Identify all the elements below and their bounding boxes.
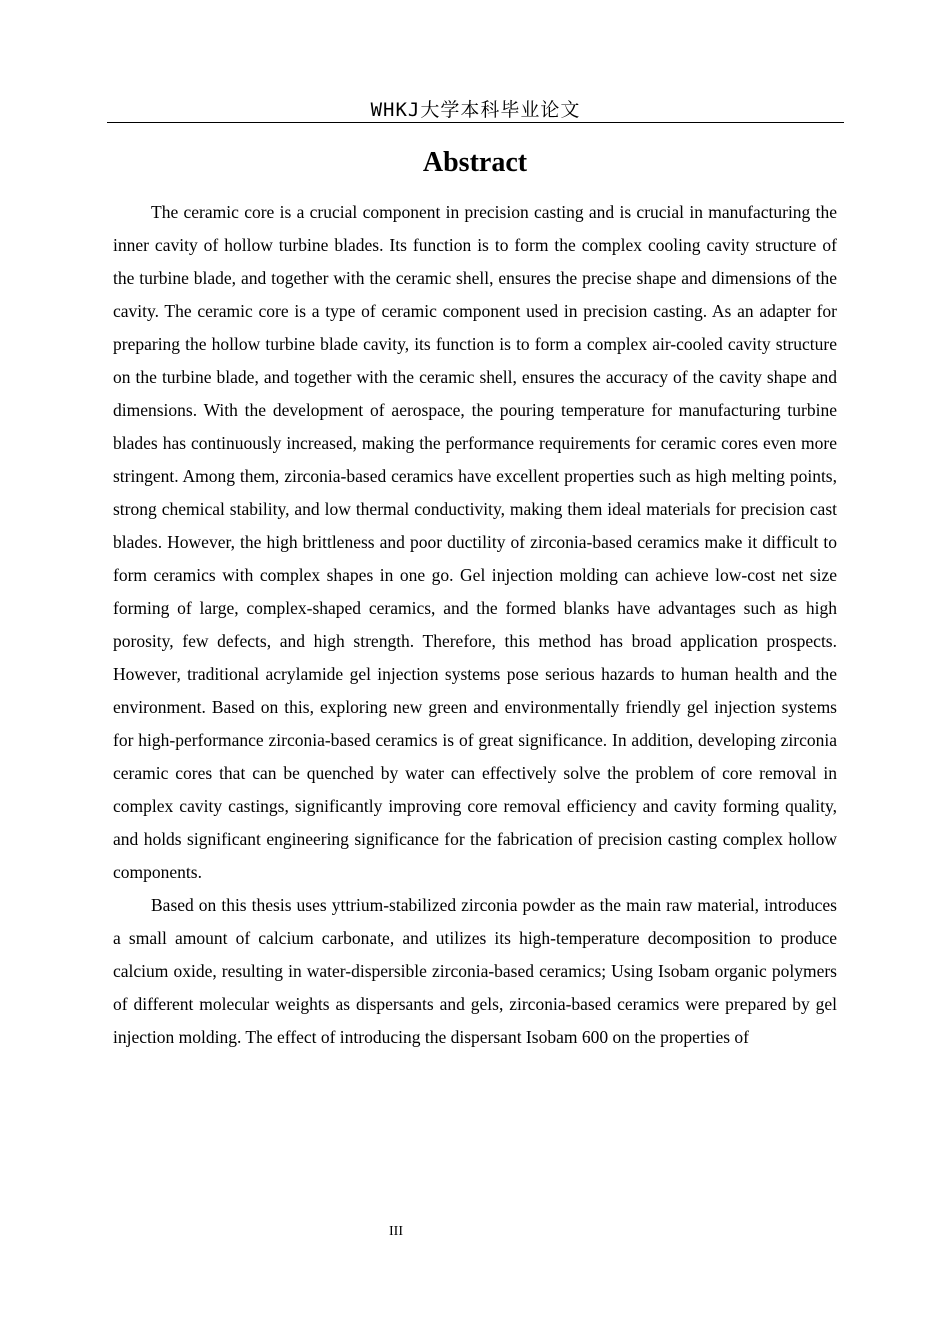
header-rule [107, 122, 844, 123]
page-title: Abstract [422, 147, 528, 178]
running-header: WHKJ大学本科毕业论文 [370, 99, 581, 121]
page-number: III [389, 1224, 403, 1239]
abstract-paragraph-1: The ceramic core is a crucial component in precision casting and is crucial in manufacturing the inner cavity of hollow turbine blades. Its function is to form the complex cooling cavity structure of the turbine blade, and together with the ceramic shell, ensures the precise shape and dimensions of the cavity. The ceramic core is a type of ceramic component used in precision casting. As an adapter for preparing the hollow turbine blade cavity, its function is to form a complex air-cooled cavity structure on the turbine blade, and together with the ceramic shell, ensures the accuracy of the cavity shape and dimensions. With the development of aerospace, the pouring temperature for manufacturing turbine blades has continuously increased, making the performance requirements for ceramic cores even more stringent. Among them, zirconia-based ceramics have excellent properties such as high melting points, strong chemical stability, and low thermal conductivity, making them ideal materials for precision cast blades. However, the high brittleness and poor ductility of zirconia-based ceramics make it difficult to form ceramics with complex shapes in one go. Gel injection molding can achieve low-cost net size forming of large, complex-shaped ceramics, and the formed blanks have advantages such as high porosity, few defects, and high strength. Therefore, this method has broad application prospects. However, traditional acrylamide gel injection systems pose serious hazards to human health and the environment. Based on this, exploring new green and environmentally friendly gel injection systems for high-performance zirconia-based ceramics is of great significance. In addition, developing zirconia ceramic cores that can be quenched by water can effectively solve the problem of core removal in complex cavity castings, significantly improving core removal efficiency and cavity forming quality, and holds significant engineering significance for the fabrication of precision casting complex hollow components. [113, 202, 837, 882]
abstract-paragraph-2: Based on this thesis uses yttrium-stabilized zirconia powder as the main raw material, introduces a small amount of calcium carbonate, and utilizes its high-temperature decomposition to produce calcium oxide, resulting in water-dispersible zirconia-based ceramics; Using Isobam organic polymers of different molecular weights as dispersants and gels, zirconia-based ceramics were prepared by gel injection molding. The effect of introducing the dispersant Isobam 600 on the properties of [113, 895, 837, 1047]
abstract-body [113, 196, 837, 1054]
